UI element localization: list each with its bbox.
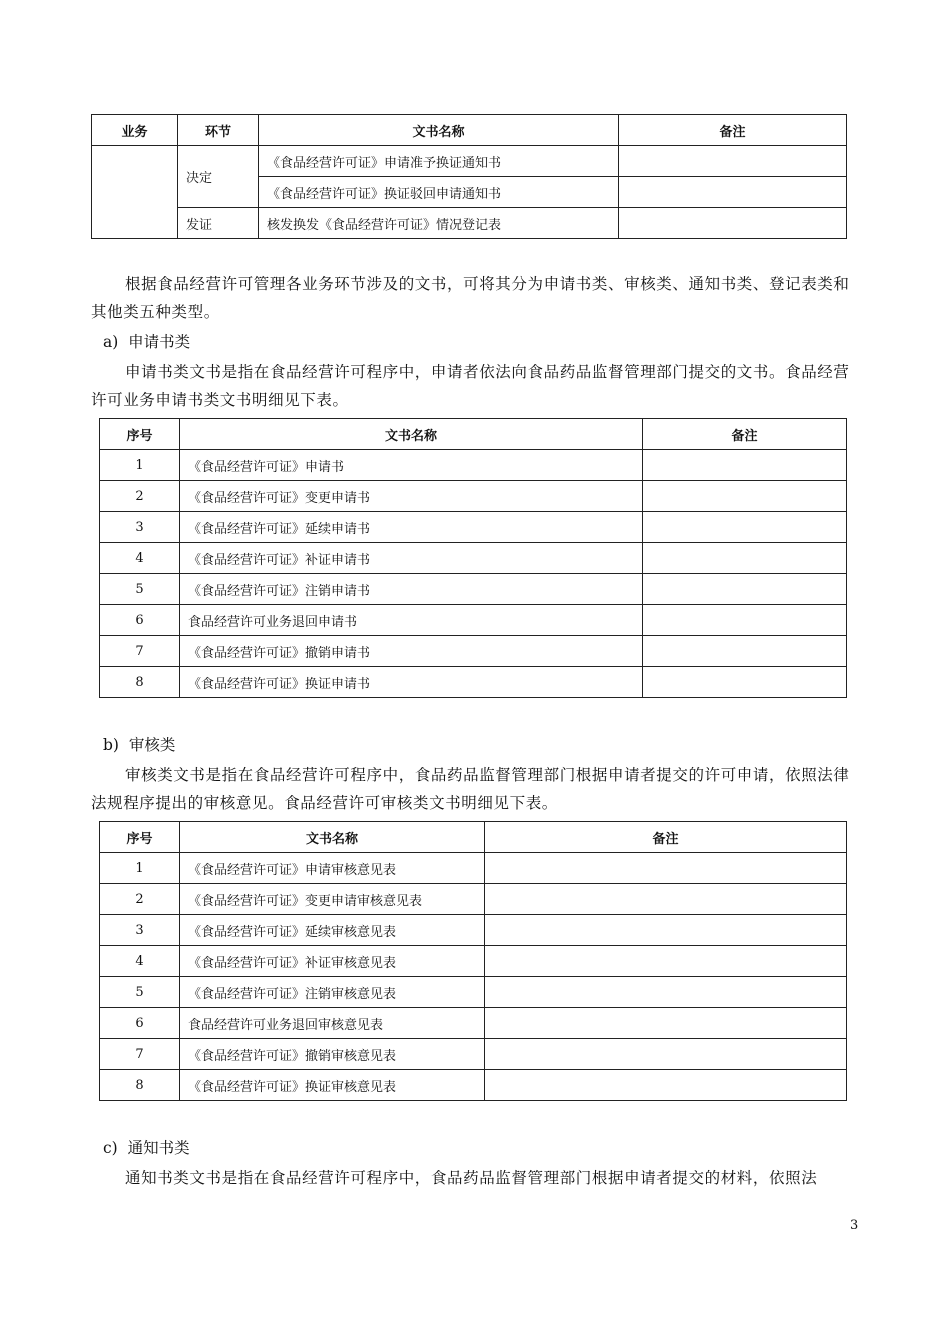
header-seq: 序号 (100, 822, 180, 853)
doc-name-cell: 《食品经营许可证》换证申请书 (180, 667, 643, 698)
section-a-title: 申请书类 (128, 333, 191, 351)
table-application-docs (99, 418, 847, 698)
seq-cell: 5 (100, 977, 180, 1008)
seq-cell: 7 (100, 1039, 180, 1070)
section-a-label: a) (103, 333, 119, 351)
note-cell (485, 977, 847, 1008)
header-note: 备注 (485, 822, 847, 853)
intro-paragraph: 根据食品经营许可管理各业务环节涉及的文书，可将其分为申请书类、审核类、通知书类、登记表类和其他类五种类型。 (91, 275, 850, 321)
header-doc-name: 文书名称 (180, 822, 485, 853)
table-row (92, 208, 847, 239)
note-cell (485, 915, 847, 946)
table-row (100, 853, 847, 884)
seq-cell: 1 (100, 853, 180, 884)
doc-name-cell: 《食品经营许可证》补证申请书 (180, 543, 643, 574)
section-b-title: 审核类 (128, 736, 176, 754)
seq-cell: 4 (100, 543, 180, 574)
doc-name-cell: 《食品经营许可证》撤销审核意见表 (180, 1039, 485, 1070)
table-row (100, 543, 847, 574)
doc-name-cell: 食品经营许可业务退回申请书 (180, 605, 643, 636)
stage-cell: 决定 (178, 146, 259, 208)
note-cell (643, 512, 847, 543)
header-stage: 环节 (178, 115, 259, 146)
header-doc-name: 文书名称 (259, 115, 619, 146)
note-cell (643, 574, 847, 605)
section-b-heading (103, 733, 175, 757)
seq-cell: 4 (100, 946, 180, 977)
note-cell (485, 946, 847, 977)
doc-name-cell: 《食品经营许可证》注销申请书 (180, 574, 643, 605)
seq-cell: 7 (100, 636, 180, 667)
table-row (100, 481, 847, 512)
table-header-row (100, 822, 847, 853)
seq-cell: 5 (100, 574, 180, 605)
seq-cell: 8 (100, 667, 180, 698)
header-note: 备注 (619, 115, 847, 146)
seq-cell: 6 (100, 1008, 180, 1039)
stage-cell: 发证 (178, 208, 259, 239)
section-a-heading (103, 330, 190, 354)
section-c-paragraph: 通知书类文书是指在食品经营许可程序中，食品药品监督管理部门根据申请者提交的材料，依照法 (125, 1169, 818, 1187)
note-cell (619, 146, 847, 177)
doc-name-cell: 《食品经营许可证》申请审核意见表 (180, 853, 485, 884)
header-business: 业务 (92, 115, 178, 146)
doc-name-cell: 《食品经营许可证》变更申请审核意见表 (180, 884, 485, 915)
table-row (100, 1070, 847, 1101)
table-review-docs (99, 821, 847, 1101)
note-cell (485, 1039, 847, 1070)
table-row (100, 915, 847, 946)
table-row (100, 884, 847, 915)
seq-cell: 3 (100, 915, 180, 946)
doc-name-cell: 《食品经营许可证》变更申请书 (180, 481, 643, 512)
table-row (100, 512, 847, 543)
doc-name-cell: 《食品经营许可证》换证审核意见表 (180, 1070, 485, 1101)
doc-name-cell: 《食品经营许可证》申请准予换证通知书 (259, 146, 619, 177)
page-number: 3 (850, 1218, 859, 1233)
header-seq: 序号 (100, 419, 180, 450)
doc-name-cell: 《食品经营许可证》延续审核意见表 (180, 915, 485, 946)
section-c-label: c) (103, 1139, 118, 1157)
note-cell (643, 543, 847, 574)
doc-name-cell: 《食品经营许可证》延续申请书 (180, 512, 643, 543)
doc-name-cell: 《食品经营许可证》申请书 (180, 450, 643, 481)
business-cell (92, 146, 178, 239)
table-row (100, 1039, 847, 1070)
table-row (100, 1008, 847, 1039)
note-cell (643, 636, 847, 667)
table-header-row (100, 419, 847, 450)
seq-cell: 8 (100, 1070, 180, 1101)
seq-cell: 2 (100, 884, 180, 915)
section-a-paragraph: 申请书类文书是指在食品经营许可程序中，申请者依法向食品药品监督管理部门提交的文书。食品经营许可业务申请书类文书明细见下表。 (91, 363, 850, 409)
note-cell (643, 481, 847, 512)
seq-cell: 6 (100, 605, 180, 636)
table-row (100, 605, 847, 636)
table-header-row (92, 115, 847, 146)
table-business-stages (91, 114, 847, 239)
header-doc-name: 文书名称 (180, 419, 643, 450)
note-cell (643, 667, 847, 698)
note-cell (619, 177, 847, 208)
section-b-paragraph: 审核类文书是指在食品经营许可程序中，食品药品监督管理部门根据申请者提交的许可申请，依照法律法规程序提出的审核意见。食品经营许可审核类文书明细见下表。 (91, 766, 850, 812)
note-cell (485, 853, 847, 884)
table-row (92, 146, 847, 177)
table-row (100, 977, 847, 1008)
seq-cell: 3 (100, 512, 180, 543)
doc-name-cell: 《食品经营许可证》补证审核意见表 (180, 946, 485, 977)
table-row (100, 946, 847, 977)
doc-name-cell: 《食品经营许可证》换证驳回申请通知书 (259, 177, 619, 208)
table-row (100, 574, 847, 605)
doc-name-cell: 食品经营许可业务退回审核意见表 (180, 1008, 485, 1039)
section-c-title: 通知书类 (127, 1139, 190, 1157)
note-cell (619, 208, 847, 239)
section-b-label: b) (103, 736, 119, 754)
note-cell (485, 1008, 847, 1039)
doc-name-cell: 核发换发《食品经营许可证》情况登记表 (259, 208, 619, 239)
seq-cell: 1 (100, 450, 180, 481)
note-cell (643, 450, 847, 481)
doc-name-cell: 《食品经营许可证》撤销申请书 (180, 636, 643, 667)
table-row (100, 450, 847, 481)
header-note: 备注 (643, 419, 847, 450)
table-row (100, 636, 847, 667)
note-cell (643, 605, 847, 636)
note-cell (485, 884, 847, 915)
doc-name-cell: 《食品经营许可证》注销审核意见表 (180, 977, 485, 1008)
table-row (100, 667, 847, 698)
note-cell (485, 1070, 847, 1101)
seq-cell: 2 (100, 481, 180, 512)
section-c-heading (103, 1136, 190, 1160)
